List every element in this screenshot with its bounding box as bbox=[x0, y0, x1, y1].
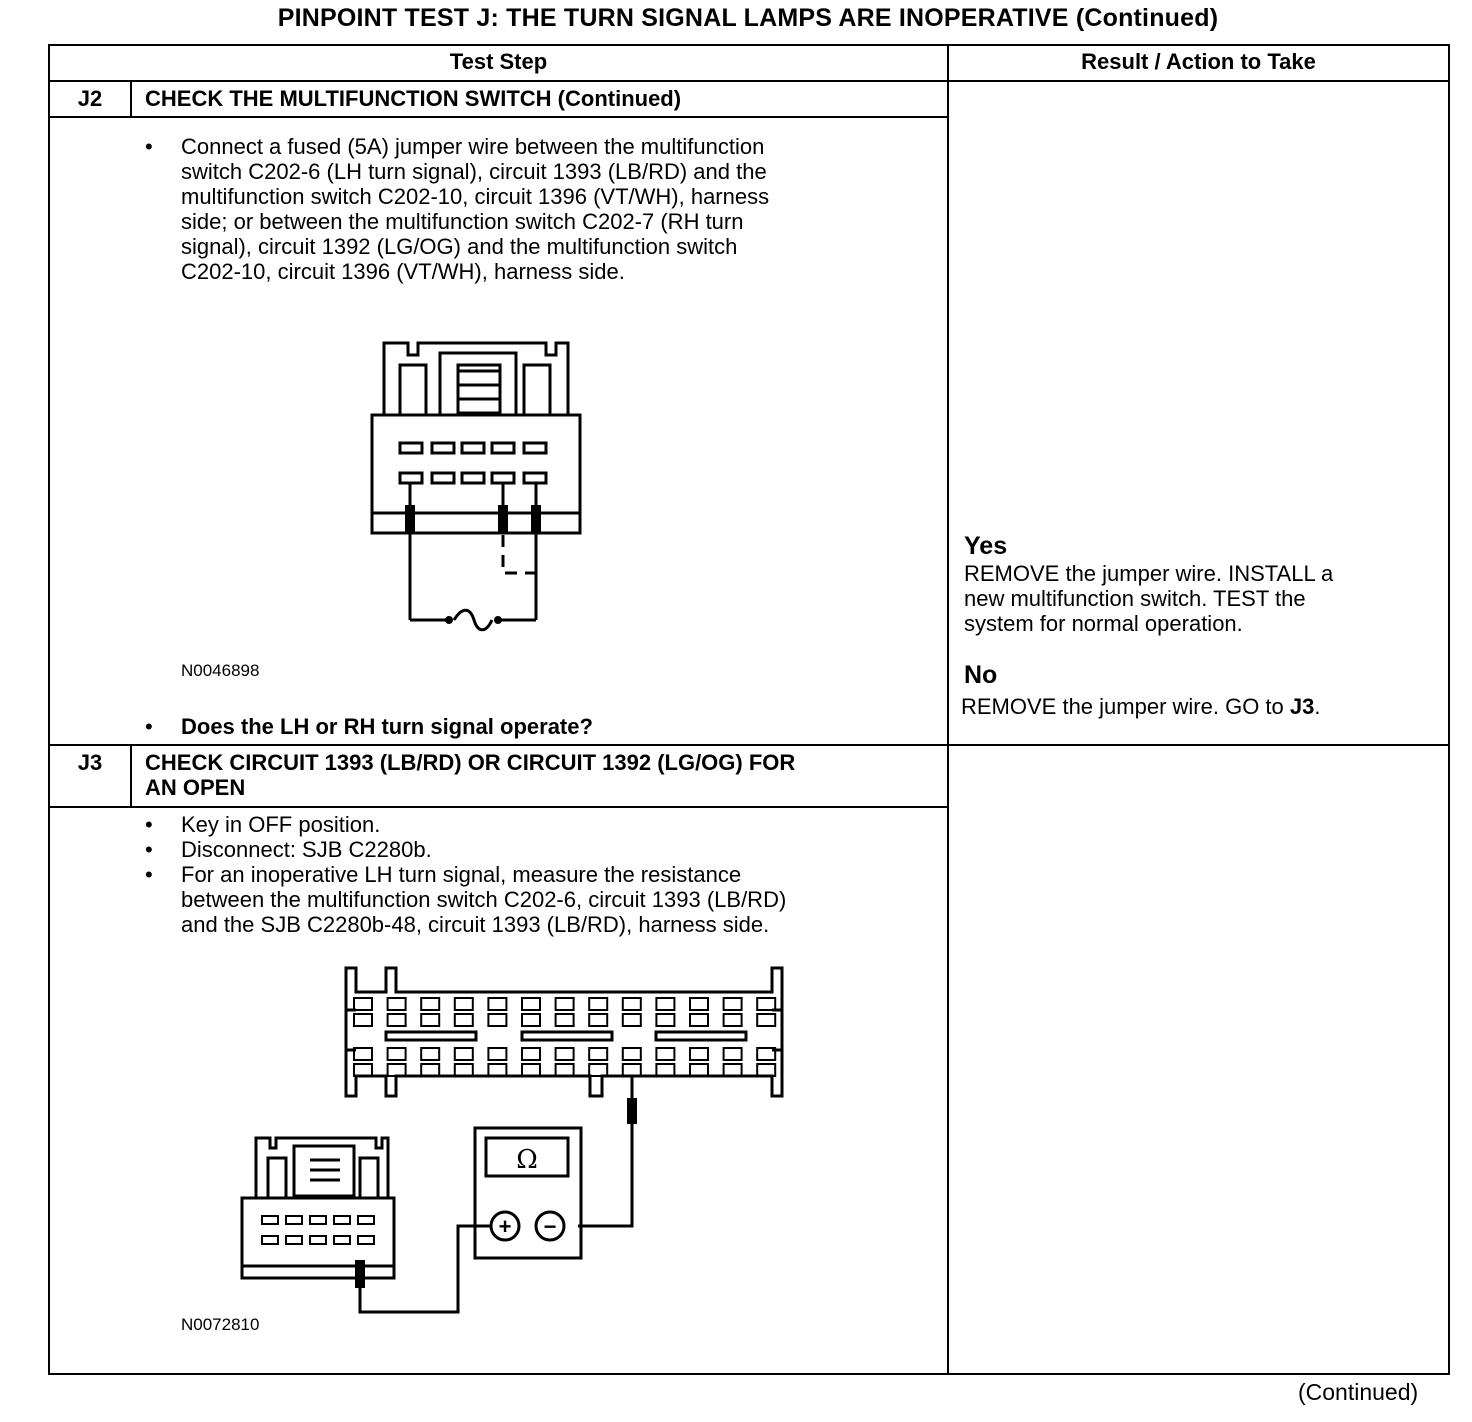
meter-minus-terminal: − bbox=[543, 1214, 557, 1239]
sjb-terminal-cavity bbox=[757, 1014, 775, 1026]
j3-heading-line: CHECK CIRCUIT 1393 (LB/RD) OR CIRCUIT 1392 (LG/OG) FOR bbox=[145, 750, 796, 775]
sjb-terminal-cavity bbox=[522, 1048, 540, 1060]
sjb-terminal-cavity bbox=[690, 1014, 708, 1026]
table-border-bottom bbox=[48, 1373, 1450, 1375]
sjb-terminal-cavity bbox=[455, 1014, 473, 1026]
j3-bullet: • Disconnect: SJB C2280b. bbox=[145, 837, 432, 862]
sjb-terminal-cavity bbox=[388, 1014, 406, 1026]
sjb-terminal-cavity bbox=[556, 1048, 574, 1060]
sjb-terminal-cavity bbox=[455, 1048, 473, 1060]
switch-terminal-cavity bbox=[310, 1236, 326, 1244]
sjb-terminal-cavity bbox=[589, 1014, 607, 1026]
no-action-text: REMOVE the jumper wire. GO to bbox=[961, 694, 1290, 719]
table-border-right bbox=[1448, 44, 1450, 1375]
sjb-terminal-cavity bbox=[488, 998, 506, 1010]
yes-action-line: new multifunction switch. TEST the bbox=[964, 586, 1306, 611]
j3-measure-instruction bbox=[181, 862, 786, 937]
sjb-terminal-cavity bbox=[421, 1014, 439, 1026]
sjb-terminal-cavity bbox=[623, 998, 641, 1010]
sjb-terminal-cavity bbox=[690, 1048, 708, 1060]
j2-bullet-marker: • bbox=[145, 134, 153, 159]
sjb-terminal-cavity bbox=[623, 1064, 641, 1076]
sjb-terminal-cavity bbox=[656, 1048, 674, 1060]
sjb-terminal-cavity bbox=[421, 1064, 439, 1076]
no-action-end: . bbox=[1314, 694, 1321, 719]
sjb-terminal-cavity bbox=[354, 1048, 372, 1060]
sjb-terminal-cavity bbox=[623, 1014, 641, 1026]
j3-instruction-line: between the multifunction switch C202-6, circuit 1393 (LB/RD) bbox=[181, 887, 787, 912]
sjb-terminal-cavity bbox=[354, 998, 372, 1010]
sjb-terminal-cavity bbox=[724, 998, 742, 1010]
sjb-resistance-measurement-diagram bbox=[230, 960, 800, 1320]
sjb-terminal-cavity bbox=[690, 1064, 708, 1076]
j2-instruction-line: Connect a fused (5A) jumper wire between the multifunction bbox=[181, 134, 765, 159]
j2-heading: CHECK THE MULTIFUNCTION SWITCH (Continued) bbox=[145, 86, 682, 111]
j3-bullet: • Key in OFF position. bbox=[145, 812, 432, 837]
switch-terminal-cavity bbox=[358, 1236, 374, 1244]
yes-action-line: system for normal operation. bbox=[964, 611, 1243, 636]
sjb-terminal-cavity bbox=[522, 1064, 540, 1076]
sjb-terminal-cavity bbox=[724, 1048, 742, 1060]
j3-heading bbox=[145, 750, 795, 800]
switch-terminal-cavity bbox=[286, 1236, 302, 1244]
sjb-terminal-cavity bbox=[522, 998, 540, 1010]
sjb-terminal-cavity bbox=[656, 998, 674, 1010]
j2-heading-divider bbox=[48, 116, 949, 118]
j2-id-divider bbox=[130, 80, 132, 118]
sjb-terminal-cavity bbox=[488, 1014, 506, 1026]
sjb-terminal-cavity bbox=[589, 1064, 607, 1076]
table-border-left bbox=[48, 44, 50, 1375]
j3-heading-divider bbox=[48, 806, 949, 808]
sjb-terminal-cavity bbox=[488, 1048, 506, 1060]
j3-bullet-list bbox=[145, 812, 432, 862]
sjb-terminal-cavity bbox=[354, 1064, 372, 1076]
continued-footer: (Continued) bbox=[1298, 1379, 1419, 1405]
switch-terminal-cavity bbox=[262, 1236, 278, 1244]
sjb-terminal-cavity bbox=[388, 1048, 406, 1060]
sjb-terminal-cavity bbox=[388, 998, 406, 1010]
sjb-terminal-cavity bbox=[421, 998, 439, 1010]
sjb-terminal-cavity bbox=[757, 998, 775, 1010]
j2-question-bullet: • bbox=[145, 714, 153, 739]
j2-instruction-line: C202-10, circuit 1396 (VT/WH), harness side. bbox=[181, 259, 625, 284]
switch-terminal-cavity bbox=[358, 1216, 374, 1224]
page-title: PINPOINT TEST J: THE TURN SIGNAL LAMPS ARE INOPERATIVE (Continued) bbox=[277, 4, 1219, 32]
sjb-terminal-cavity bbox=[556, 1064, 574, 1076]
sjb-terminal-cavity bbox=[488, 1064, 506, 1076]
sjb-terminal-cavity bbox=[656, 1014, 674, 1026]
j3-figure-code: N0072810 bbox=[181, 1315, 260, 1334]
sjb-terminal-cavity bbox=[556, 998, 574, 1010]
table-border-top bbox=[48, 44, 1450, 46]
yes-action bbox=[964, 561, 1333, 636]
j2-figure-code: N0046898 bbox=[181, 661, 260, 680]
switch-terminal-cavity bbox=[334, 1216, 350, 1224]
goto-j3-link[interactable]: J3 bbox=[1289, 694, 1315, 719]
sjb-terminal-cavity bbox=[589, 1048, 607, 1060]
sjb-terminal-cavity bbox=[757, 1064, 775, 1076]
sjb-terminal-cavity bbox=[455, 998, 473, 1010]
sjb-terminal-cavity bbox=[623, 1048, 641, 1060]
j2-instruction bbox=[181, 134, 769, 284]
j3-bullet-marker: • bbox=[145, 862, 153, 887]
sjb-terminal-cavity bbox=[690, 998, 708, 1010]
result-header: Result / Action to Take bbox=[1081, 49, 1316, 74]
j3-id-divider bbox=[130, 744, 132, 808]
switch-terminal-cavity bbox=[310, 1216, 326, 1224]
sjb-terminal-cavity bbox=[455, 1064, 473, 1076]
sjb-terminal-cavity bbox=[556, 1014, 574, 1026]
ohm-symbol: Ω bbox=[516, 1145, 538, 1175]
j3-instruction-line: For an inoperative LH turn signal, measure the resistance bbox=[181, 862, 742, 887]
j3-step-id: J3 bbox=[77, 750, 103, 775]
yes-label: Yes bbox=[964, 532, 1008, 560]
j3-heading-line: AN OPEN bbox=[145, 775, 246, 800]
yes-action-line: REMOVE the jumper wire. INSTALL a bbox=[964, 561, 1334, 586]
j2-instruction-line: multifunction switch C202-10, circuit 1396 (VT/WH), harness bbox=[181, 184, 770, 209]
row-divider bbox=[48, 744, 1450, 746]
column-divider bbox=[947, 44, 949, 1375]
sjb-terminal-cavity bbox=[421, 1048, 439, 1060]
no-label: No bbox=[964, 661, 998, 689]
sjb-terminal-cavity bbox=[589, 998, 607, 1010]
j2-instruction-line: switch C202-6 (LH turn signal), circuit 1393 (LB/RD) and the bbox=[181, 159, 767, 184]
sjb-terminal-cavity bbox=[724, 1064, 742, 1076]
switch-terminal-cavity bbox=[286, 1216, 302, 1224]
j2-question: Does the LH or RH turn signal operate? bbox=[181, 714, 593, 739]
switch-terminal-cavity bbox=[334, 1236, 350, 1244]
header-divider bbox=[48, 80, 1450, 82]
sjb-terminal-cavity bbox=[522, 1014, 540, 1026]
sjb-terminal-cavity bbox=[724, 1014, 742, 1026]
no-action bbox=[961, 694, 1320, 719]
j2-step-id: J2 bbox=[77, 86, 103, 111]
j3-instruction-line: and the SJB C2280b-48, circuit 1393 (LB/RD), harness side. bbox=[181, 912, 770, 937]
meter-plus-terminal: + bbox=[498, 1214, 512, 1239]
sjb-terminal-cavity bbox=[388, 1064, 406, 1076]
multifunction-switch-connector-diagram bbox=[360, 335, 600, 635]
j2-instruction-line: side; or between the multifunction switch C202-7 (RH turn bbox=[181, 209, 744, 234]
test-step-header: Test Step bbox=[449, 49, 548, 74]
sjb-terminal-cavity bbox=[354, 1014, 372, 1026]
j2-instruction-line: signal), circuit 1392 (LG/OG) and the multifunction switch bbox=[181, 234, 738, 259]
sjb-terminal-cavity bbox=[656, 1064, 674, 1076]
switch-terminal-cavity bbox=[262, 1216, 278, 1224]
